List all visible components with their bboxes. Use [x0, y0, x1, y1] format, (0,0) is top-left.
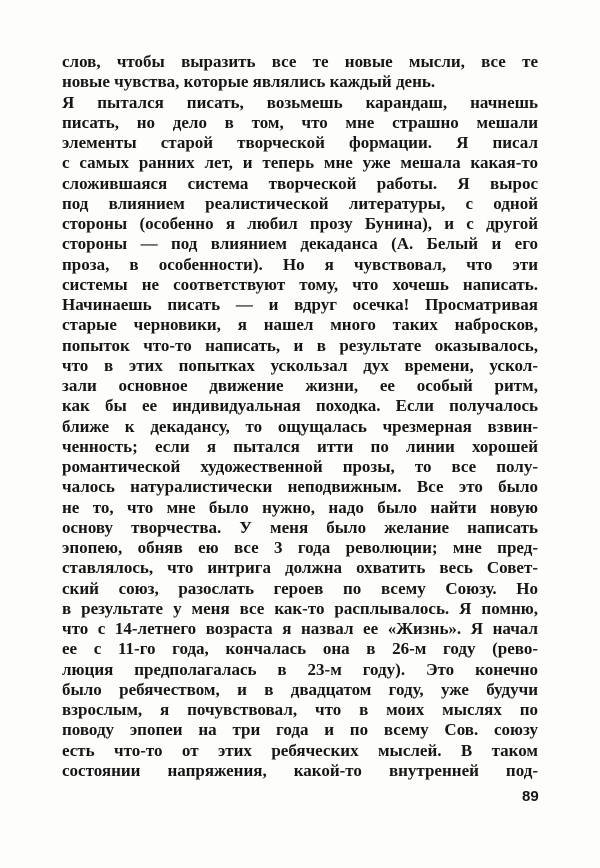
text-line: не то, что мне было нужно, надо было найти новую [62, 497, 538, 517]
text-line: слов, чтобы выразить все те новые мысли, все те [62, 52, 538, 71]
text-line: Я пытался писать, возьмешь карандаш, начнешь [62, 92, 538, 112]
text-line: с самых ранних лет, и теперь мне уже мешала какая-то [62, 153, 538, 173]
text-line: состоянии напряжения, какой-то внутренней под- [62, 760, 538, 780]
body-text [62, 52, 538, 781]
page-number: 89 [522, 788, 539, 805]
text-line: попыток что-то написать, и в результате оказывалось, [62, 335, 538, 355]
text-line: романтической художественной прозы, то все полу- [62, 457, 538, 476]
text-line: эпопею, обняв ею все 3 года революции; мне пред- [62, 538, 538, 557]
text-line: под влиянием реалистической литературы, с одной [62, 193, 538, 213]
text-line: было ребячеством, и в двадцатом году, уже будучи [62, 679, 538, 699]
text-line: ставлялось, что интрига должна охватить весь Совет- [62, 558, 538, 578]
text-line: Начинаешь писать — и вдруг осечка! Просматривая [62, 295, 538, 314]
text-line: новые чувства, которые являлись каждый день. [62, 72, 436, 92]
text-line: элементы старой творческой формации. Я писал [62, 133, 538, 152]
text-line: поводу эпопеи на три года и по всему Сов. союзу [62, 720, 538, 740]
text-line: сложившаяся система творческой работы. Я вырос [62, 173, 538, 193]
text-line: стороны (особенно я любил прозу Бунина), и с другой [62, 214, 538, 233]
text-line: в результате у меня все как-то расплывалось. Я помню, [62, 598, 538, 618]
text-line: проза, в особенности). Но я чувствовал, что эти [62, 254, 538, 274]
text-line: старые черновики, я нашел много таких набросков, [62, 315, 538, 335]
text-line: ский союз, разослать героев по всему Союзу. Но [62, 578, 538, 598]
text-line: писать, но дело в том, что мне страшно мешали [62, 112, 538, 132]
text-line: есть что-то от этих ребяческих мыслей. В таком [62, 740, 538, 760]
text-line: что в этих попытках ускользал дух времени, ускол- [62, 355, 538, 375]
text-line: чалось натуралистически неподвижным. Все это было [62, 477, 538, 497]
text-line: ближе к декадансу, то ощущалась чрезмерная взвин- [62, 416, 538, 436]
text-line: зали основное движение жизни, ее особый ритм, [62, 376, 538, 395]
text-line: основу творчества. У меня было желание написать [62, 517, 538, 537]
text-line: что с 14-летнего возраста я назвал ее «Жизнь». Я начал [62, 619, 538, 638]
text-line: стороны — под влиянием декаданса (А. Белый и его [62, 234, 538, 254]
text-line: ченность; если я пытался итти по линии хорошей [62, 436, 538, 456]
text-line: системы не соответствуют тому, что хочешь написать. [62, 274, 538, 294]
text-line: люция предполагалась в 23-м году). Это конечно [62, 659, 538, 679]
text-line: ее с 11-го года, кончалась она в 26-м году (рево- [62, 639, 538, 659]
text-line: взрослым, я почувствовал, что в моих мыслях по [62, 700, 538, 719]
text-line: как бы ее индивидуальная походка. Если получалось [62, 396, 538, 416]
